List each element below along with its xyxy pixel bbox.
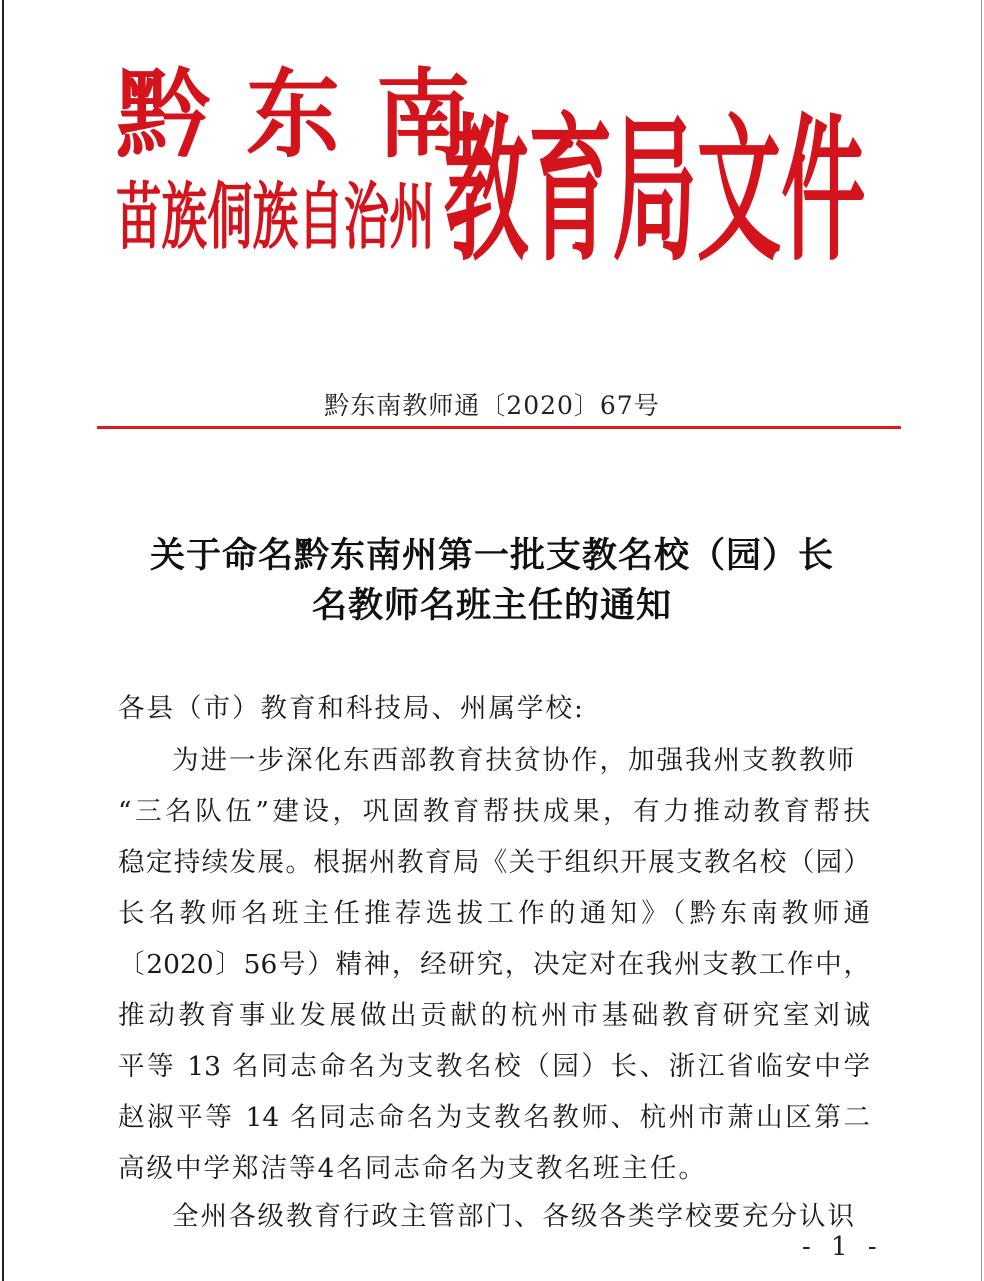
body-line: 为进一步深化东西部教育扶贫协作，加强我州支教教师	[172, 745, 856, 776]
body-line: 推动教育事业发展做出贡献的杭州市基础教育研究室刘诚	[118, 1000, 870, 1031]
body-line: 长名教师名班主任推荐选拔工作的通知》（黔东南教师通	[118, 898, 870, 929]
page-number: - 1 -	[802, 1232, 883, 1262]
body-line: 〔2020〕56号）精神，经研究，决定对在我州支教工作中，	[118, 949, 870, 980]
document-type-heading: 教育局文件	[444, 100, 866, 284]
body-line: “三名队伍”建设，巩固教育帮扶成果，有力推动教育帮扶	[118, 796, 870, 827]
body-line: 全州各级教育行政主管部门、各级各类学校要充分认识	[172, 1201, 856, 1232]
body-line: 稳定持续发展。根据州教育局《关于组织开展支教名校（园）	[118, 847, 870, 878]
notice-title-line2: 名教师名班主任的通知	[311, 585, 672, 626]
page-border-right	[981, 0, 982, 1281]
salutation: 各县（市）教育和科技局、州属学校:	[118, 693, 585, 724]
notice-title-line1: 关于命名黔东南州第一批支教名校（园）长	[149, 535, 834, 576]
red-divider-line	[97, 426, 901, 429]
page-border-left	[2, 0, 4, 1281]
issuer-name-line1: 黔东南	[116, 60, 507, 172]
body-line: 平等 13 名同志命名为支教名校（园）长、浙江省临安中学	[118, 1051, 870, 1082]
document-number: 黔东南教师通〔2020〕67号	[324, 391, 660, 420]
issuer-name-line2: 苗族侗族自治州	[116, 174, 435, 260]
body-line: 高级中学郑洁等4名同志命名为支教名班主任。	[118, 1153, 707, 1184]
body-line: 赵淑平等 14 名同志命名为支教名教师、杭州市萧山区第二	[118, 1102, 870, 1133]
